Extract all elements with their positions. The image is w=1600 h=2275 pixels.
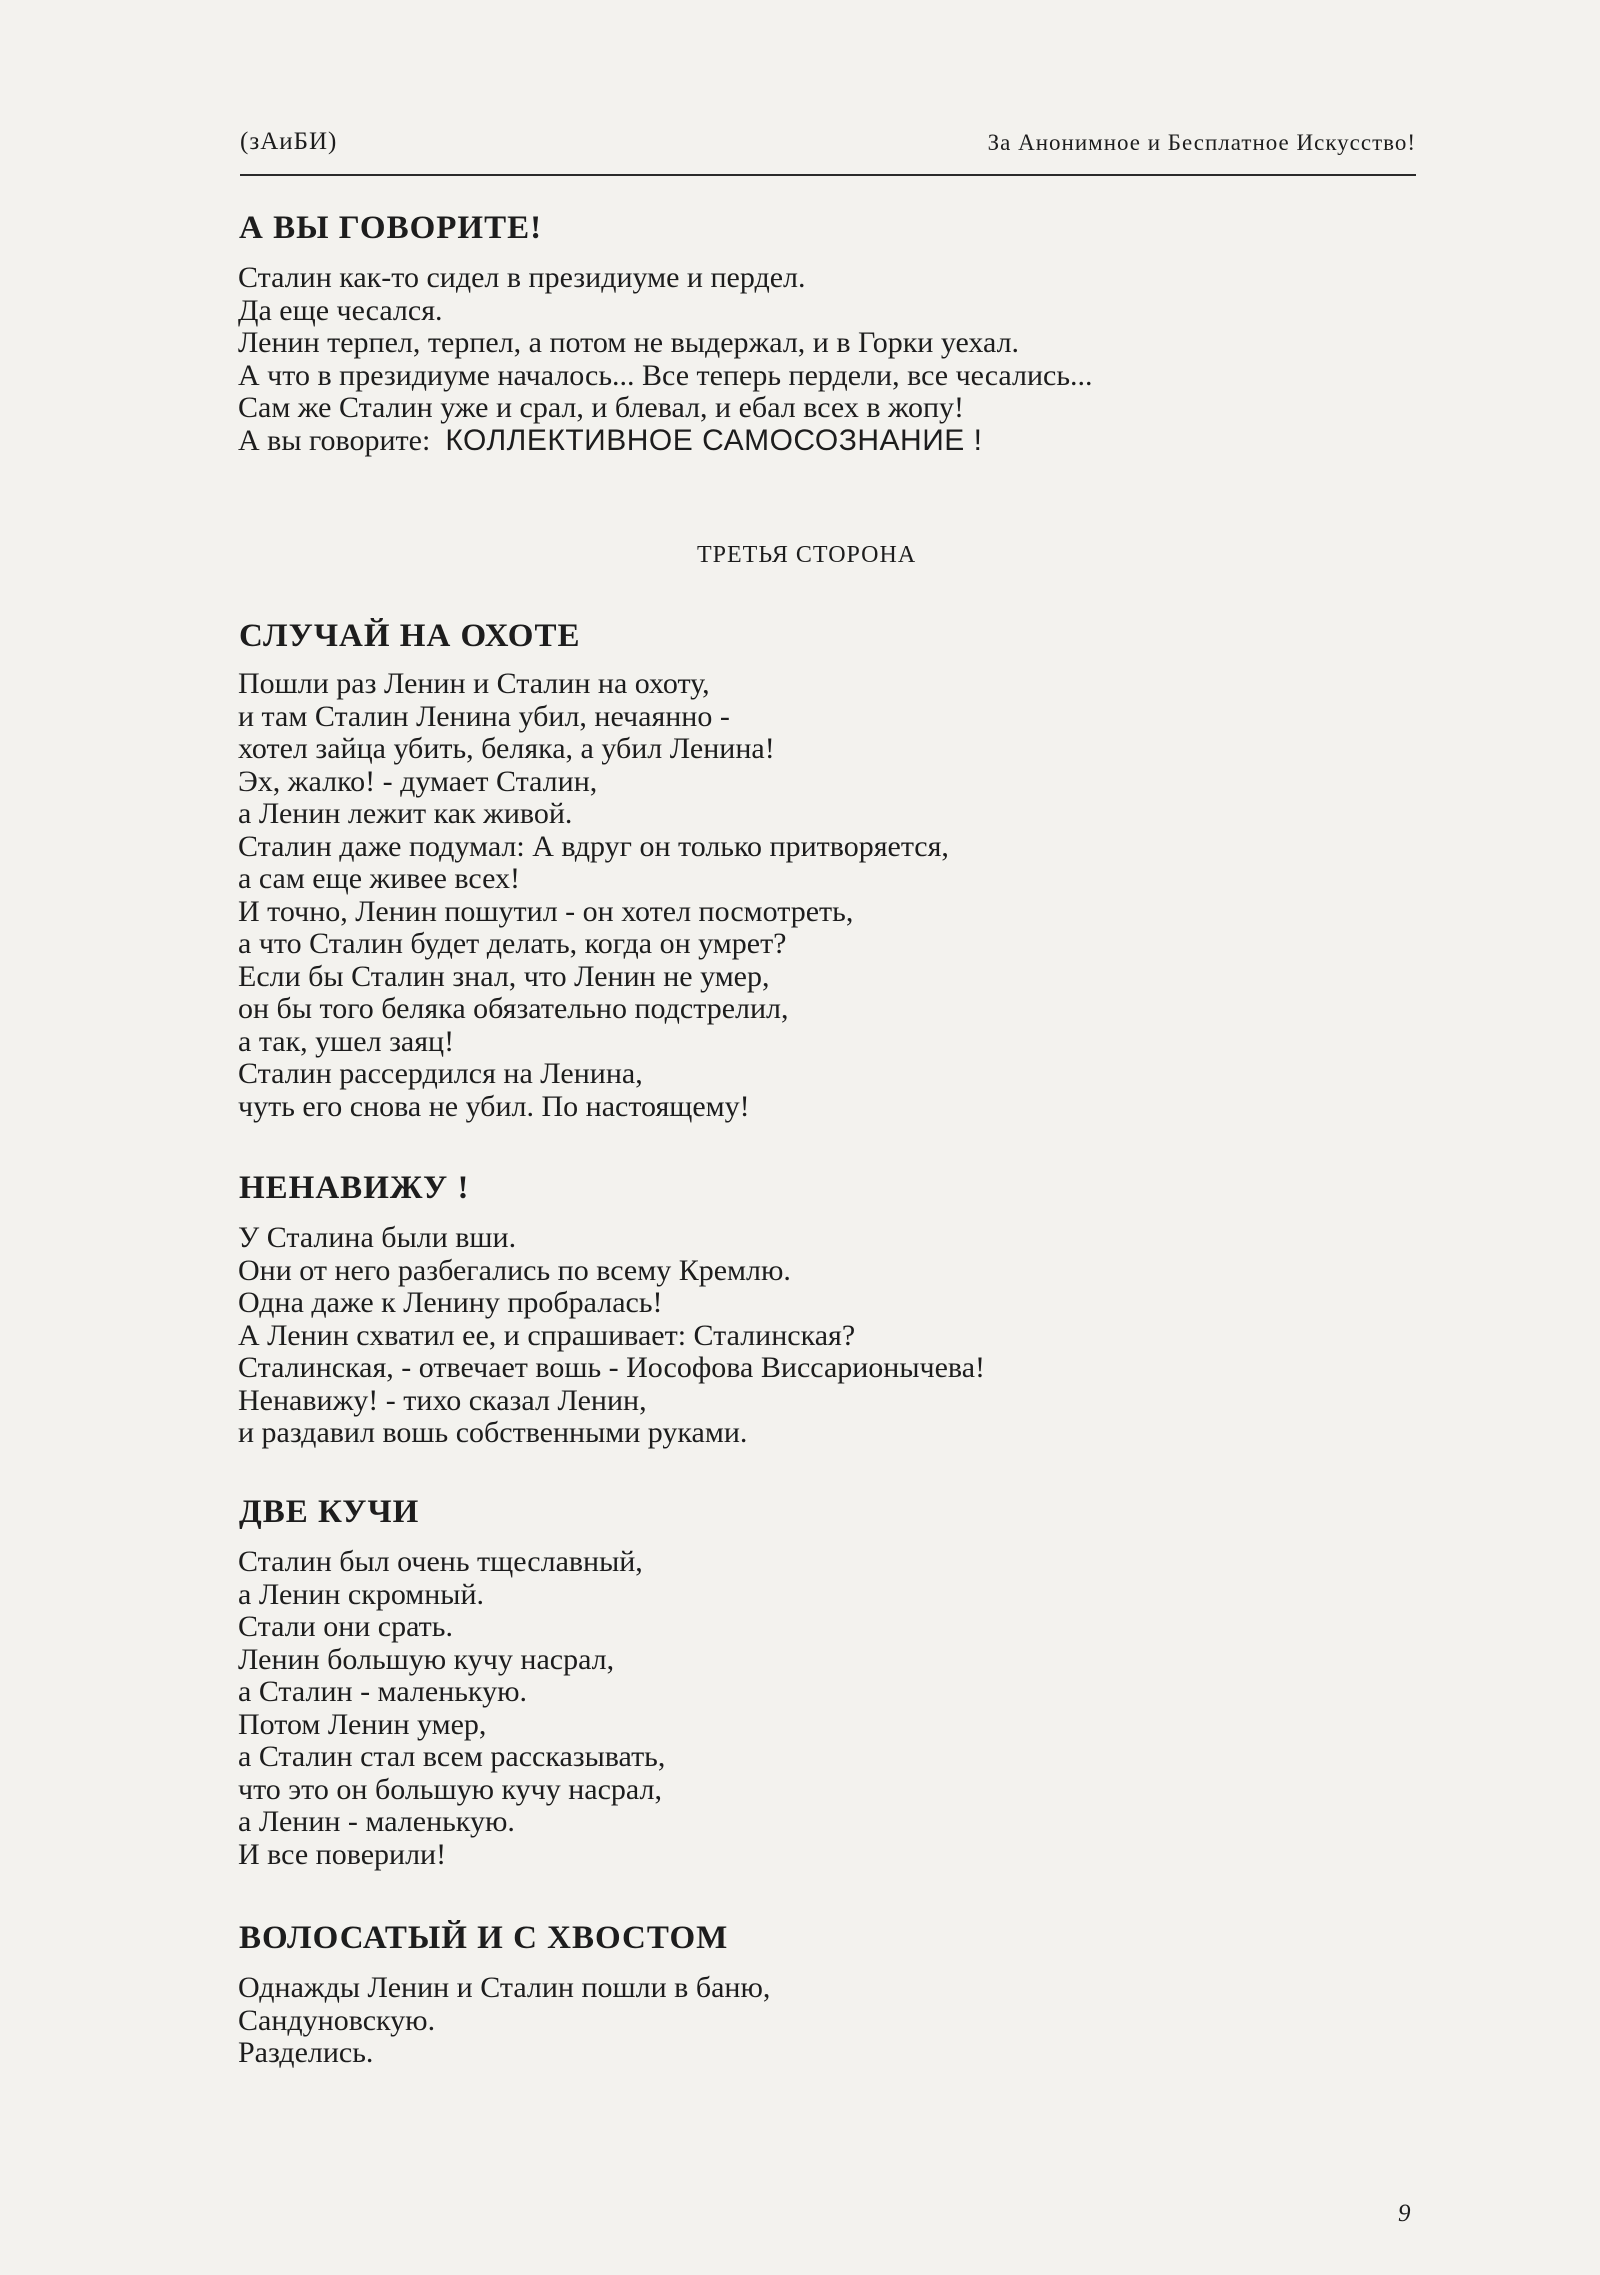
piece-title: НЕНАВИЖУ ! bbox=[239, 1170, 470, 1206]
poem-line: и раздавил вошь собственными руками. bbox=[238, 1416, 748, 1449]
poem-line: а Ленин лежит как живой. bbox=[238, 797, 573, 830]
poem-line: Ненавижу! - тихо сказал Ленин, bbox=[238, 1383, 647, 1417]
poem-line: Сандуновскую. bbox=[238, 2003, 436, 2037]
piece-body bbox=[238, 1972, 770, 2070]
piece-title: А ВЫ ГОВОРИТЕ! bbox=[239, 210, 543, 246]
poem-line: Пошли раз Ленин и Сталин на охоту, bbox=[238, 667, 710, 700]
poem-line: хотел зайца убить, беляка, а убил Ленина! bbox=[238, 732, 775, 765]
emphasis-phrase: КОЛЛЕКТИВНОЕ САМОСОЗНАНИЕ ! bbox=[445, 423, 983, 457]
poem-line: а что Сталин будет делать, когда он умрет? bbox=[238, 927, 787, 960]
poem-line: Ленин большую кучу насрал, bbox=[238, 1642, 615, 1676]
section-label: ТРЕТЬЯ СТОРОНА bbox=[697, 542, 917, 568]
poem-line: а сам еще живее всех! bbox=[238, 862, 521, 895]
piece-body bbox=[238, 262, 1093, 457]
poem-line: а Сталин - маленькую. bbox=[238, 1675, 527, 1708]
piece-title: СЛУЧАЙ НА ОХОТЕ bbox=[239, 618, 581, 654]
piece-title: ДВЕ КУЧИ bbox=[239, 1494, 420, 1530]
poem-line: Да еще чесался. bbox=[238, 293, 443, 327]
poem-line: Ленин терпел, терпел, а потом не выдержал, и в Горки уехал. bbox=[238, 326, 1020, 359]
poem-line: А что в президиуме началось... Все теперь пердели, все чесались... bbox=[238, 358, 1093, 392]
poem-line: Сталинская, - отвечает вошь - Иософова Виссарионычева! bbox=[238, 1351, 985, 1384]
piece-title: ВОЛОСАТЫЙ И С ХВОСТОМ bbox=[239, 1920, 729, 1956]
poem-line: Сталин был очень тщеславный, bbox=[238, 1545, 643, 1578]
piece-body bbox=[238, 668, 949, 1123]
poem-line: Сталин как-то сидел в президиуме и пердел. bbox=[238, 261, 806, 294]
poem-line: и там Сталин Ленина убил, нечаянно - bbox=[238, 699, 730, 733]
poem-line: что это он большую кучу насрал, bbox=[238, 1772, 662, 1806]
poem-line: а Ленин скромный. bbox=[238, 1577, 485, 1611]
poem-line: А Ленин схватил ее, и спрашивает: Сталинская? bbox=[238, 1318, 856, 1352]
poem-line: Стали они срать. bbox=[238, 1610, 453, 1643]
poem-line: Сам же Сталин уже и срал, и блевал, и ебал всех в жопу! bbox=[238, 391, 965, 424]
poem-line: Сталин рассердился на Ленина, bbox=[238, 1057, 643, 1090]
page-number: 9 bbox=[1398, 2200, 1411, 2227]
running-header bbox=[240, 124, 1416, 176]
poem-line: Одна даже к Ленину пробралась! bbox=[238, 1286, 663, 1319]
header-right-title: За Анонимное и Бесплатное Искусство! bbox=[987, 130, 1416, 155]
poem-line: Разделись. bbox=[238, 2036, 374, 2069]
poem-line: а Ленин - маленькую. bbox=[238, 1805, 515, 1838]
piece-body bbox=[238, 1546, 665, 1871]
poem-line: чуть его снова не убил. По настоящему! bbox=[238, 1089, 750, 1123]
poem-line: Однажды Ленин и Сталин пошли в баню, bbox=[238, 1971, 771, 2004]
piece-body bbox=[238, 1222, 985, 1450]
poem-line: Если бы Сталин знал, что Ленин не умер, bbox=[238, 959, 770, 993]
poem-line: У Сталина были вши. bbox=[238, 1221, 517, 1254]
header-left-title: (зАиБИ) bbox=[240, 128, 338, 155]
poem-line-final bbox=[238, 425, 1093, 458]
poem-line: Сталин даже подумал: А вдруг он только притворяется, bbox=[238, 829, 949, 863]
poem-line: И точно, Ленин пошутил - он хотел посмотреть, bbox=[238, 894, 854, 928]
poem-line: Они от него разбегались по всему Кремлю. bbox=[238, 1253, 791, 1287]
poem-line: а Сталин стал всем рассказывать, bbox=[238, 1740, 666, 1773]
poem-line-text: А вы говорите: bbox=[238, 423, 431, 457]
poem-line: Потом Ленин умер, bbox=[238, 1707, 487, 1741]
poem-line: он бы того беляка обязательно подстрелил, bbox=[238, 992, 789, 1025]
poem-line: а так, ушел заяц! bbox=[238, 1024, 455, 1058]
poem-line: И все поверили! bbox=[238, 1837, 447, 1871]
poem-line: Эх, жалко! - думает Сталин, bbox=[238, 764, 598, 798]
